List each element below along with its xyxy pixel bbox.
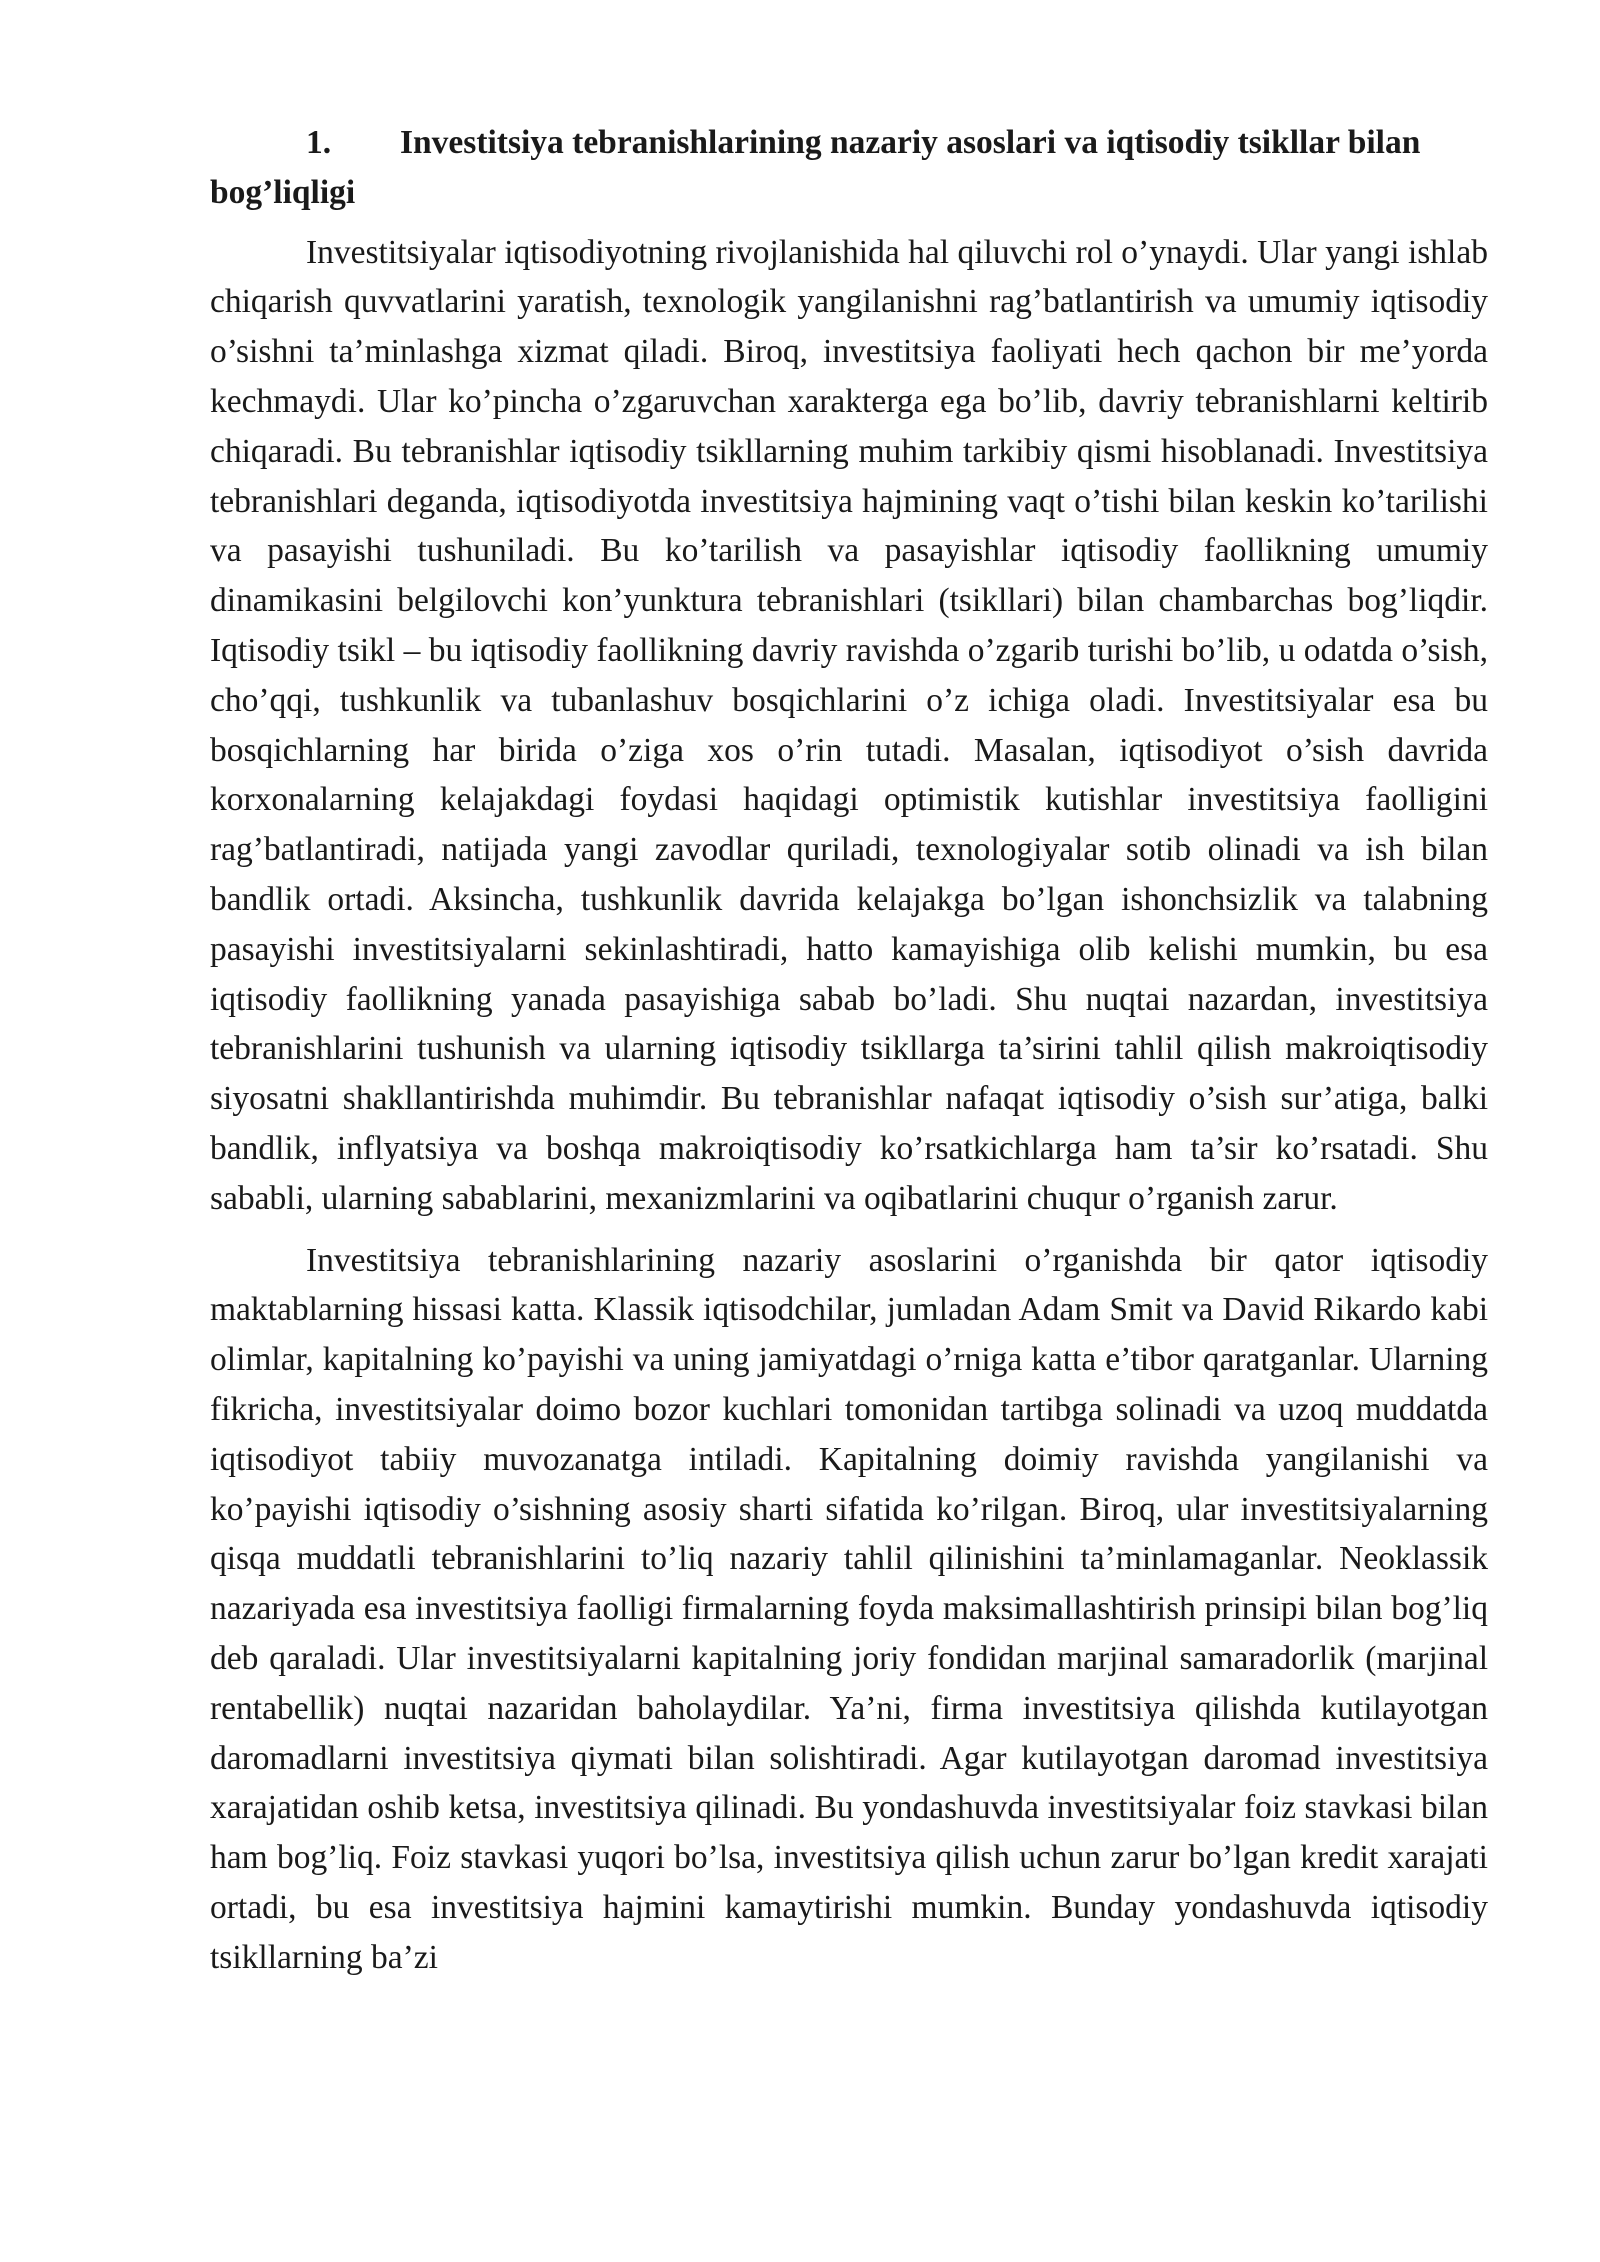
paragraph-2: Investitsiya tebranishlarining nazariy asoslarini o’rganishda bir qator iqtisodiy maktablarning hissasi katta. Klassik iqtisodchilar, jumladan Adam Smit va David Rikardo kabi olimlar, kapitalning ko’payishi va uning jamiyatdagi o’rniga katta e’tibor qaratganlar. Ularning fikricha, investitsiyalar doimo bozor kuchlari tomonidan tartibga solinadi va uzoq muddatda iqtisodiyot tabiiy muvozanatga intiladi. Kapitalning doimiy ravishda yangilanishi va ko’payishi iqtisodiy o’sishning asosiy sharti sifatida ko’rilgan. Biroq, ular investitsiyalarning qisqa muddatli tebranishlarini to’liq nazariy tahlil qilinishini ta’minlamaganlar. Neoklassik nazariyada esa investitsiya faolligi firmalarning foyda maksimallashtirish prinsipi bilan bog’liq deb qaraladi. Ular investitsiyalarni kapitalning joriy fondidan marjinal samaradorlik (marjinal rentabellik) nuqtai nazaridan baholaydilar. Ya’ni, firma investitsiya qilishda kutilayotgan daromadlarni investitsiya qiymati bilan solishtiradi. Agar kutilayotgan daromad investitsiya xarajatidan oshib ketsa, investitsiya qilinadi. Bu yondashuvda investitsiyalar foiz stavkasi bilan ham bog’liq. Foiz stavkasi yuqori bo’lsa, investitsiya qilish uchun zarur bo’lgan kredit xarajati ortadi, bu esa investitsiya hajmini kamaytirishi mumkin. Bunday yondashuvda iqtisodiy tsikllarning ba’zi bbox=[210, 1241, 1488, 1976]
paragraph-1: Investitsiyalar iqtisodiyotning rivojlanishida hal qiluvchi rol o’ynaydi. Ular yangi ishlab chiqarish quvvatlarini yaratish, texnologik yangilanishni rag’batlantirish va umumiy iqtisodiy o’sishni ta’minlashga xizmat qiladi. Biroq, investitsiya faoliyati hech qachon bir me’yorda kechmaydi. Ular ko’pincha o’zgaruvchan xarakterga ega bo’lib, davriy tebranishlarni keltirib chiqaradi. Bu tebranishlar iqtisodiy tsikllarning muhim tarkibiy qismi hisoblanadi. Investitsiya tebranishlari deganda, iqtisodiyotda investitsiya hajmining vaqt o’tishi bilan keskin ko’tarilishi va pasayishi tushuniladi. Bu ko’tarilish va pasayishlar iqtisodiy faollikning umumiy dinamikasini belgilovchi kon’yunktura tebranishlari (tsikllari) bilan chambarchas bog’liqdir. Iqtisodiy tsikl – bu iqtisodiy faollikning davriy ravishda o’zgarib turishi bo’lib, u odatda o’sish, cho’qqi, tushkunlik va tubanlashuv bosqichlarini o’z ichiga oladi. Investitsiyalar esa bu bosqichlarning har birida o’ziga xos o’rin tutadi. Masalan, iqtisodiyot o’sish davrida korxonalarning kelajakdagi foydasi haqidagi optimistik kutishlar investitsiya faolligini rag’batlantiradi, natijada yangi zavodlar quriladi, texnologiyalar sotib olinadi va ish bilan bandlik ortadi. Aksincha, tushkunlik davrida kelajakga bo’lgan ishonchsizlik va talabning pasayishi investitsiyalarni sekinlashtiradi, hatto kamayishiga olib kelishi mumkin, bu esa iqtisodiy faollikning yanada pasayishiga sabab bo’ladi. Shu nuqtai nazardan, investitsiya tebranishlarini tushunish va ularning iqtisodiy tsikllarga ta’sirini tahlil qilish makroiqtisodiy siyosatni shakllantirishda muhimdir. Bu tebranishlar nafaqat iqtisodiy o’sish sur’atiga, balki bandlik, inflyatsiya va boshqa makroiqtisodiy ko’rsatkichlarga ham ta’sir ko’rsatadi. Shu sababli, ularning sabablarini, mexanizmlarini va oqibatlarini chuqur o’rganish zarur. bbox=[210, 233, 1488, 1217]
section-number: 1. bbox=[306, 124, 332, 161]
section-heading bbox=[210, 118, 1488, 218]
section-title: Investitsiya tebranishlarining nazariy asoslari va iqtisodiy tsikllar bilan bog’liqligi bbox=[210, 124, 1421, 211]
document-page bbox=[210, 118, 1488, 1994]
